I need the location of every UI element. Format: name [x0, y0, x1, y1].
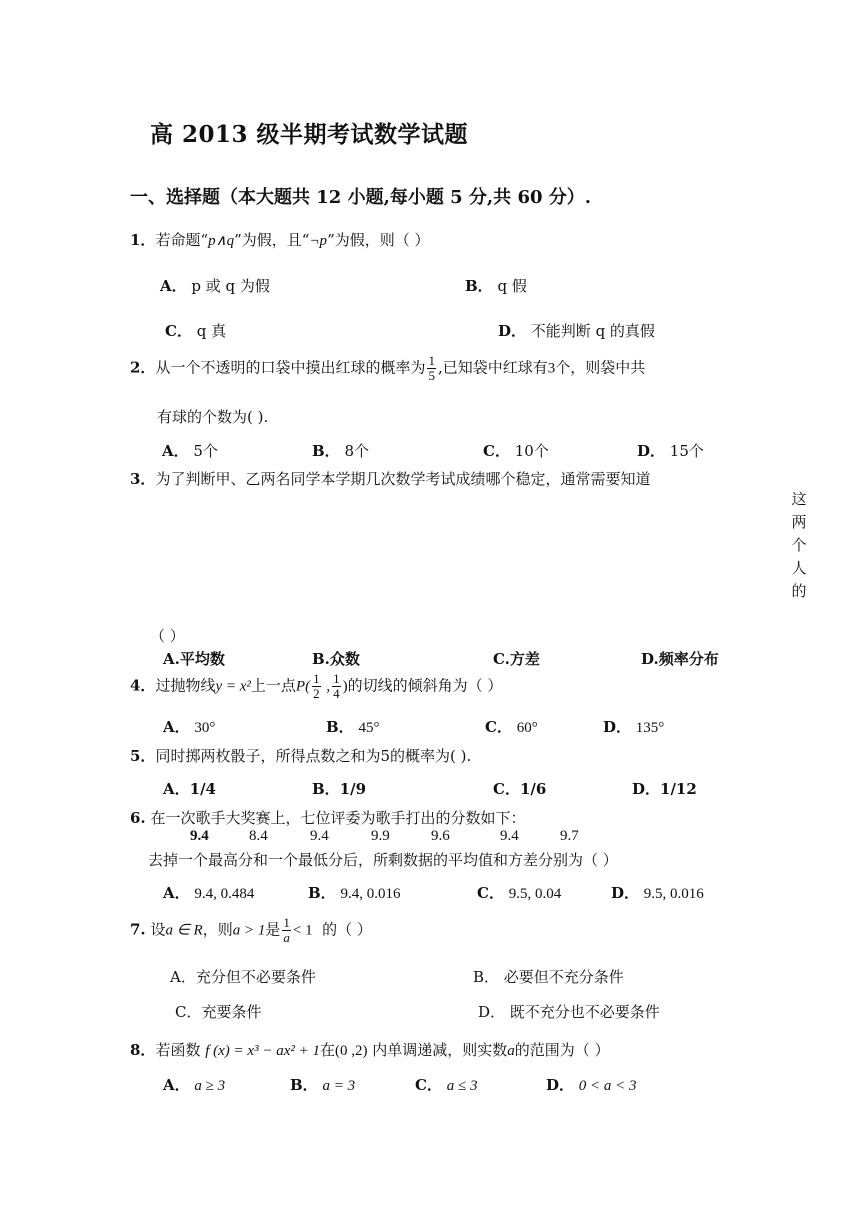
fraction-numerator: 1: [333, 671, 340, 686]
option-label: B．: [312, 442, 340, 460]
option-text: 30°: [194, 720, 216, 736]
option-d: [546, 1074, 637, 1095]
option-b: B．1/9: [312, 780, 367, 798]
option-label: A．: [162, 442, 189, 460]
option-text: q 假: [497, 277, 527, 295]
option-a: [163, 716, 215, 737]
point-label: P(: [295, 678, 311, 695]
math-expr: a ∈ R: [165, 922, 203, 939]
option-d: D.频率分布: [641, 650, 719, 668]
question-2: [130, 354, 645, 383]
score: 9.4: [500, 828, 519, 844]
math-expr: a > 1: [232, 922, 266, 939]
option-label: C．: [483, 442, 510, 460]
paren-close: ): [342, 678, 348, 695]
option-c: [415, 1074, 477, 1095]
question-text: 过抛物线: [155, 676, 216, 695]
option-b: [308, 882, 400, 903]
option-text: 60°: [516, 720, 538, 736]
fraction-numerator: 1: [313, 671, 320, 686]
math-expr: p∧q: [208, 233, 235, 249]
question-text: ”为假，则（ ）: [327, 231, 430, 249]
fraction-denominator: 4: [333, 686, 340, 701]
vertical-char: 这: [791, 490, 807, 508]
option-b: B． 必要但不充分条件: [473, 968, 624, 986]
question-number: 4．: [130, 676, 156, 695]
option-text: 9.5, 0.016: [643, 886, 704, 902]
question-number: 1．: [130, 231, 156, 249]
question-text: ,已知袋中红球有: [437, 358, 548, 377]
math-interval: (0 ,2): [335, 1043, 368, 1059]
option-a: [162, 440, 218, 461]
question-text: 设: [150, 920, 166, 939]
math-expr: y = x²: [215, 678, 251, 695]
vertical-char: 的: [791, 582, 807, 600]
option-label: D．: [603, 718, 632, 736]
option-c: [483, 440, 549, 461]
option-label: A．: [163, 1076, 190, 1094]
fraction-numerator: 1: [283, 915, 290, 930]
question-6-line2: 去掉一个最高分和一个最低分后，所剩数据的平均值和方差分别为（ ）: [148, 851, 618, 869]
overflow-text-vertical: [790, 488, 808, 603]
option-label: B．: [465, 277, 493, 295]
fraction: [312, 672, 321, 701]
score: 9.4: [310, 828, 329, 844]
fraction: [282, 916, 291, 945]
fraction-numerator: 1: [428, 353, 435, 368]
question-text: 个，则袋中共: [555, 358, 646, 377]
option-b: [290, 1074, 355, 1095]
question-7: [130, 916, 372, 945]
question-1: [130, 229, 430, 250]
option-label: D．: [637, 442, 666, 460]
option-text: 9.4, 0.484: [194, 886, 255, 902]
option-label: C．: [477, 884, 504, 902]
option-d: [498, 320, 655, 341]
option-text: q 真: [196, 322, 227, 340]
option-b: B.众数: [312, 650, 360, 668]
question-text: 为了判断甲、乙两名同学本学期几次数学考试成绩哪个稳定，通常需要知道: [155, 470, 651, 488]
comma: ,: [322, 678, 331, 695]
question-text: 若函数: [155, 1041, 201, 1059]
question-text: ”为假，且“: [234, 231, 310, 249]
option-label: B．: [308, 884, 336, 902]
score: 8.4: [249, 828, 268, 844]
fraction-denominator: a: [283, 930, 290, 945]
option-label: C．: [485, 718, 512, 736]
option-d: [611, 882, 704, 903]
question-text: 的范围为（ ）: [514, 1041, 610, 1059]
option-b: [312, 440, 369, 461]
question-2-line2: 有球的个数为( ).: [157, 408, 269, 426]
question-text: ，则: [202, 920, 233, 939]
question-text: 从一个不透明的口袋中摸出红球的概率为: [155, 358, 426, 377]
fraction-denominator: 5: [428, 368, 435, 383]
vertical-char: 个: [791, 536, 807, 554]
option-label: A．: [163, 718, 190, 736]
option-a: [160, 275, 270, 296]
question-3: [130, 468, 650, 489]
question-text: 在一次歌手大奖赛上，七位评委为歌手打出的分数如下：: [150, 809, 526, 827]
page-title: 高 2013 级半期考试数学试题: [150, 121, 469, 148]
option-text: 10个: [514, 442, 549, 460]
option-label: B．: [326, 718, 354, 736]
question-number: 3．: [130, 470, 156, 488]
option-d: [637, 440, 704, 461]
option-label: A．: [160, 277, 187, 295]
vertical-char: 人: [791, 559, 807, 577]
question-number: 7.: [130, 920, 146, 939]
option-label: D．: [498, 322, 527, 340]
option-a: [163, 1074, 225, 1095]
option-label: D．: [611, 884, 640, 902]
option-c: C．充要条件: [175, 1003, 262, 1021]
question-text: 上一点: [250, 676, 296, 695]
option-d: [603, 716, 664, 737]
score: 9.7: [560, 828, 579, 844]
question-number: 8．: [130, 1041, 156, 1059]
option-label: D．: [546, 1076, 575, 1094]
question-text: 同时掷两枚骰子，所得点数之和为5的概率为( ).: [155, 747, 472, 765]
question-number: 5．: [130, 747, 156, 765]
answer-paren: （ ）: [150, 627, 185, 645]
question-5: [130, 745, 471, 766]
option-c: [165, 320, 226, 341]
number: 3: [547, 360, 556, 377]
option-c: C.方差: [493, 650, 540, 668]
option-label: C．: [165, 322, 192, 340]
fraction: [427, 354, 436, 383]
section-heading: 一、选择题（本大题共 12 小题,每小题 5 分,共 60 分）.: [130, 187, 592, 208]
math-var: a: [507, 1043, 515, 1059]
fraction-denominator: 2: [313, 686, 320, 701]
question-6: [130, 807, 525, 828]
option-text: 9.4, 0.016: [340, 886, 401, 902]
math-expr: < 1: [292, 922, 313, 939]
option-text: 135°: [635, 720, 665, 736]
fraction: [332, 672, 341, 701]
option-text: 8个: [344, 442, 370, 460]
option-a: [163, 882, 254, 903]
option-a: A.平均数: [163, 650, 225, 668]
option-label: A．: [163, 884, 190, 902]
question-number: 2．: [130, 358, 156, 377]
option-label: C．: [415, 1076, 442, 1094]
question-text: 是: [265, 920, 281, 939]
question-text: 的切线的倾斜角为（ ）: [347, 676, 503, 695]
option-text: 9.5, 0.04: [508, 886, 562, 902]
option-text: a ≥ 3: [194, 1078, 226, 1094]
question-4: [130, 672, 502, 701]
option-text: 15个: [669, 442, 704, 460]
option-d: D． 既不充分也不必要条件: [478, 1003, 660, 1021]
option-text: a = 3: [322, 1078, 356, 1094]
math-expr: f (x) = x³ − ax² + 1: [205, 1043, 320, 1059]
question-number: 6.: [130, 809, 146, 827]
question-text: 在: [319, 1041, 335, 1059]
option-a: A．1/4: [163, 780, 216, 798]
option-text: 45°: [358, 720, 380, 736]
score: 9.9: [371, 828, 390, 844]
option-d: D．1/12: [632, 780, 697, 798]
option-b: [326, 716, 379, 737]
question-text: 的（ ）: [322, 920, 372, 939]
option-c: [477, 882, 561, 903]
option-c: [485, 716, 538, 737]
option-a: A．充分但不必要条件: [170, 968, 316, 986]
option-text: 5个: [193, 442, 218, 460]
question-8: [130, 1039, 610, 1060]
option-label: B．: [290, 1076, 318, 1094]
option-b: [465, 275, 527, 296]
option-text: p 或 q 为假: [191, 277, 270, 295]
math-expr: ¬p: [309, 233, 328, 249]
score: 9.6: [431, 828, 450, 844]
option-text: 0 < a < 3: [578, 1078, 637, 1094]
option-text: a ≤ 3: [446, 1078, 478, 1094]
option-c: C．1/6: [493, 780, 547, 798]
option-text: 不能判断 q 的真假: [530, 322, 655, 340]
score: 9.4: [190, 828, 209, 844]
vertical-char: 两: [791, 513, 807, 531]
question-text: 若命题“: [155, 231, 209, 249]
question-text: 内单调递减，则实数: [372, 1041, 508, 1059]
